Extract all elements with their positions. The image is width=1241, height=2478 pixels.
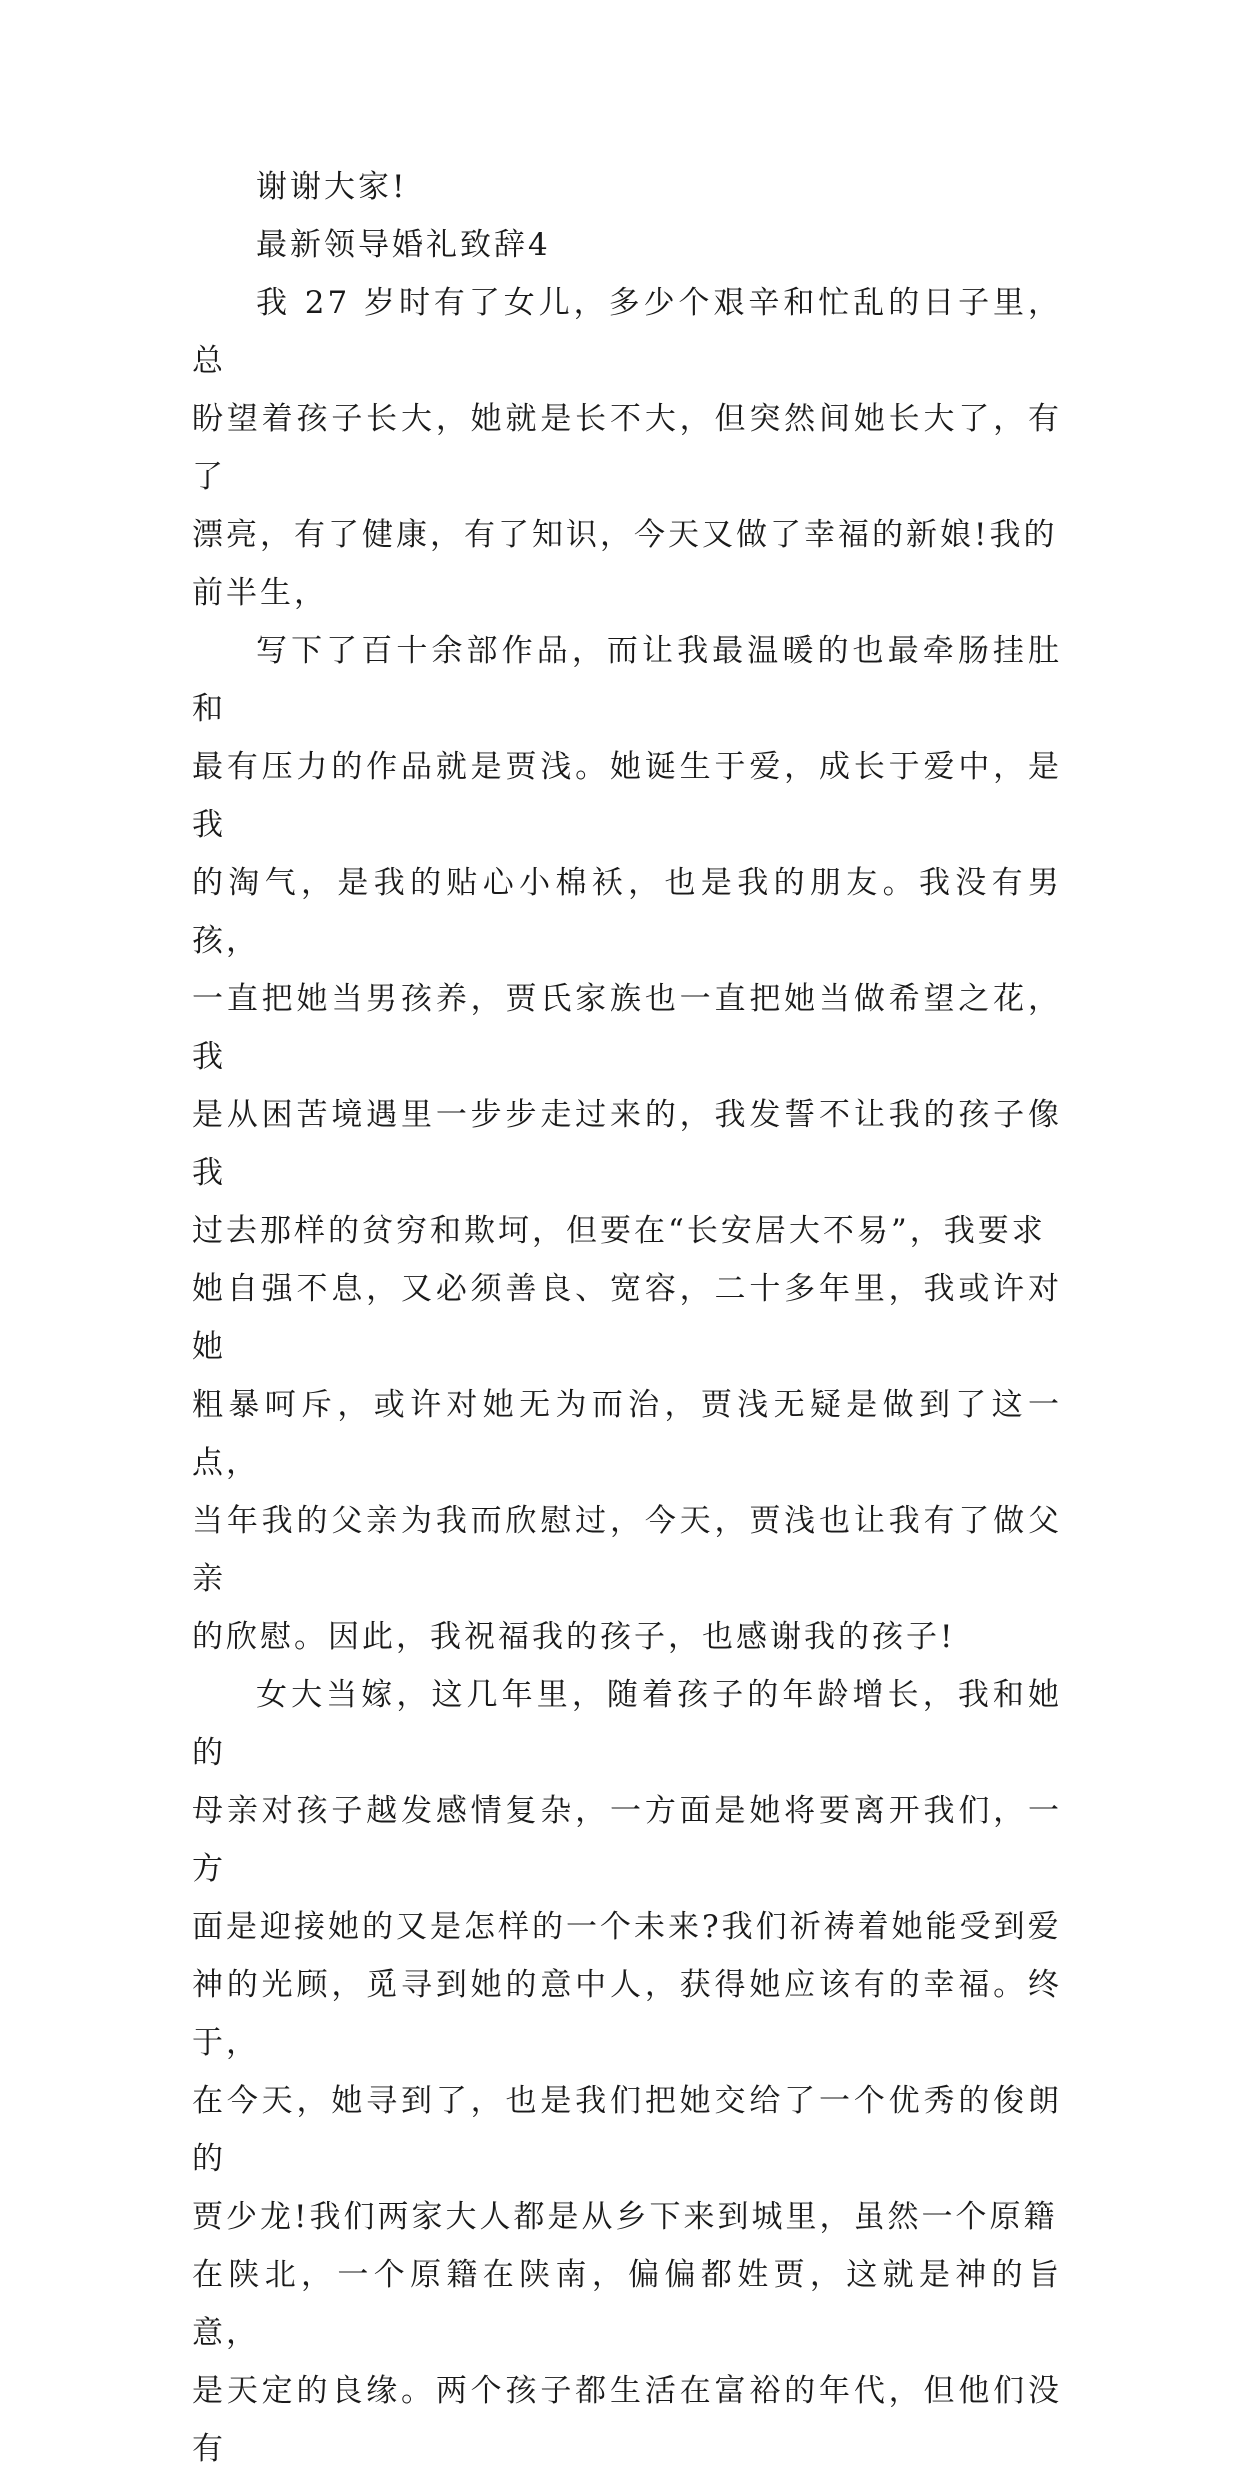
- text-line: 当年我的父亲为我而欣慰过，今天，贾浅也让我有了做父亲: [192, 1503, 1062, 1597]
- text-line: 粗暴呵斥，或许对她无为而治，贾浅无疑是做到了这一点，: [192, 1387, 1062, 1481]
- text-line: 一直把她当男孩养，贾氏家族也一直把她当做希望之花，我: [192, 981, 1062, 1075]
- text-line: 面是迎接她的又是怎样的一个未来?我们祈祷着她能受到爱: [192, 1909, 1062, 1945]
- text-line: 贾少龙!我们两家大人都是从乡下来到城里，虽然一个原籍: [192, 2199, 1058, 2235]
- section-heading: [192, 216, 1062, 274]
- text-line: 她自强不息，又必须善良、宽容，二十多年里，我或许对她: [192, 1271, 1062, 1365]
- text-line: 母亲对孩子越发感情复杂，一方面是她将要离开我们，一方: [192, 1793, 1062, 1887]
- text-line: 在陕北，一个原籍在陕南，偏偏都姓贾，这就是神的旨意，: [192, 2257, 1062, 2351]
- text-line: 盼望着孩子长大，她就是长不大，但突然间她长大了，有了: [192, 401, 1062, 495]
- text-line: 的淘气，是我的贴心小棉袄，也是我的朋友。我没有男孩，: [192, 865, 1062, 959]
- text-line: 在今天，她寻到了，也是我们把她交给了一个优秀的俊朗的: [192, 2083, 1062, 2177]
- text-line: 过去那样的贫穷和欺坷，但要在“长安居大不易”，我要求: [192, 1213, 1046, 1249]
- text-line: 是从困苦境遇里一步步走过来的，我发誓不让我的孩子像我: [192, 1097, 1062, 1191]
- paragraph-3: [192, 1666, 1062, 2478]
- document-page: [192, 158, 1062, 2478]
- paragraph-2: [192, 622, 1062, 1666]
- closing-thanks: [192, 158, 1062, 216]
- text-line: 女大当嫁，这几年里，随着孩子的年龄增长，我和她的: [192, 1677, 1062, 1771]
- text-line: 写下了百十余部作品，而让我最温暖的也最牵肠挂肚和: [192, 633, 1062, 727]
- text-line: 是天定的良缘。两个孩子都生活在富裕的年代，但他们没有: [192, 2373, 1062, 2467]
- text-line: 神的光顾，觅寻到她的意中人，获得她应该有的幸福。终于，: [192, 1967, 1062, 2061]
- text-line: 的欣慰。因此，我祝福我的孩子，也感谢我的孩子!: [192, 1619, 956, 1655]
- text-line: 最新领导婚礼致辞4: [256, 227, 551, 263]
- text-line: 我 27 岁时有了女儿，多少个艰辛和忙乱的日子里，总: [192, 285, 1062, 379]
- text-line: 最有压力的作品就是贾浅。她诞生于爱，成长于爱中，是我: [192, 749, 1062, 843]
- text-line: 漂亮，有了健康，有了知识，今天又做了幸福的新娘!我的: [192, 517, 1058, 553]
- text-line: 谢谢大家!: [256, 169, 408, 205]
- paragraph-1: [192, 274, 1062, 622]
- text-line: 前半生，: [192, 575, 328, 611]
